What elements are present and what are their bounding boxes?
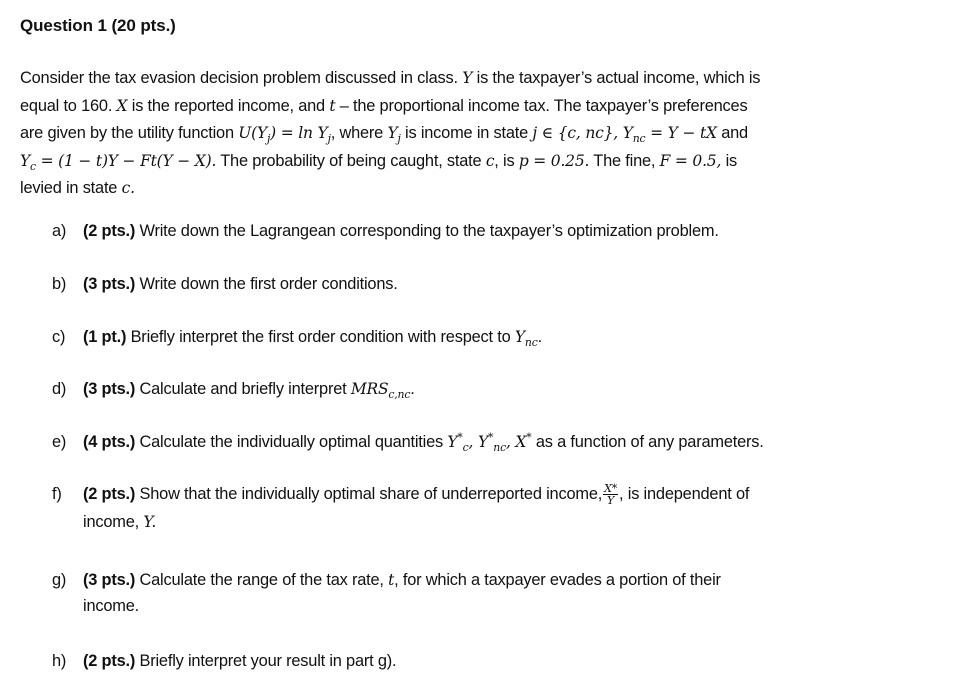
math-text: Y bbox=[387, 124, 398, 142]
math-Y: Y bbox=[462, 69, 473, 87]
question-b bbox=[52, 275, 398, 294]
question-text: Write down the Lagrangean corresponding to the taxpayer’s optimization problem. bbox=[139, 222, 719, 240]
math-sub: nc bbox=[524, 336, 538, 350]
question-text: Write down the first order conditions. bbox=[139, 275, 398, 293]
question-text: Calculate the individually optimal quantities bbox=[139, 433, 444, 451]
math-text: Y bbox=[478, 433, 489, 451]
question-text: Briefly interpret your result in part g). bbox=[139, 652, 397, 670]
question-g bbox=[52, 571, 721, 616]
question-continuation: income. bbox=[83, 597, 139, 615]
question-text: as a function of any parameters. bbox=[535, 433, 764, 451]
math-sub: nc bbox=[632, 132, 646, 146]
math-text: ) = ln Y bbox=[270, 124, 328, 142]
math-Ync bbox=[514, 328, 538, 350]
math-p: p = 0.25. bbox=[518, 151, 590, 170]
math-text: j ∈ {c, nc}, Y bbox=[532, 124, 633, 142]
math-sub: j bbox=[397, 132, 401, 146]
question-text: . bbox=[410, 380, 415, 398]
statement-text: The fine, bbox=[593, 151, 656, 170]
question-points: (4 pts.) bbox=[83, 433, 136, 451]
question-text: , for which a taxpayer evades a portion of their bbox=[394, 571, 721, 589]
question-label: b) bbox=[52, 275, 67, 293]
math-t: t bbox=[329, 96, 336, 115]
question-title: Question 1 (20 pts.) bbox=[20, 16, 176, 35]
question-label: h) bbox=[52, 652, 67, 670]
math-X: X bbox=[116, 96, 128, 115]
statement-text: – the proportional income tax. The taxpayer’s preferences bbox=[339, 96, 748, 115]
math-c: c. bbox=[121, 179, 135, 197]
question-c bbox=[52, 328, 542, 350]
math-sub: c,nc bbox=[388, 388, 411, 402]
math-text: Y bbox=[514, 328, 525, 346]
math-Yc-equation bbox=[20, 151, 217, 173]
question-a bbox=[52, 222, 719, 241]
question-f: f) (2 pts.) Show that the individually optimal share of underreported income, $\frac{X*}{Y}$ , is independent of income, Y. bbox=[52, 482, 750, 531]
statement-line-5 bbox=[20, 176, 940, 204]
question-text: is independent of bbox=[627, 484, 750, 503]
question-points: (3 pts.) bbox=[83, 571, 136, 589]
question-label: e) bbox=[52, 433, 67, 451]
problem-statement bbox=[20, 66, 940, 204]
math-sup: * bbox=[457, 430, 463, 444]
statement-text: , is bbox=[494, 151, 515, 170]
question-points: (1 pt.) bbox=[83, 328, 127, 346]
math-sup: * bbox=[526, 430, 532, 444]
question-label: c) bbox=[52, 328, 66, 346]
statement-text: , where bbox=[330, 124, 384, 142]
question-text: Briefly interpret the first order condition with respect to bbox=[130, 328, 511, 346]
question-points: (3 pts.) bbox=[83, 275, 136, 293]
statement-text: The probability of being caught, state bbox=[220, 151, 482, 170]
math-Yj bbox=[387, 124, 401, 146]
question-points: (3 pts.) bbox=[83, 380, 136, 398]
share-fraction bbox=[603, 483, 618, 506]
question-points: (2 pts.) bbox=[83, 222, 136, 240]
fraction-numerator: X* bbox=[604, 482, 618, 495]
statement-text: levied in state bbox=[20, 179, 118, 197]
math-text: MRS bbox=[350, 380, 389, 398]
statement-text: Consider the tax evasion decision problem discussed in class. bbox=[20, 69, 458, 87]
question-h bbox=[52, 652, 396, 671]
statement-line-2 bbox=[20, 94, 940, 122]
question-label: g) bbox=[52, 571, 67, 589]
question-label: f) bbox=[52, 484, 62, 503]
question-text: Calculate and briefly interpret bbox=[139, 380, 347, 398]
statement-text: and bbox=[721, 124, 748, 142]
math-sub: j bbox=[267, 132, 271, 146]
math-F: F = 0.5, bbox=[659, 151, 722, 170]
math-sup: * bbox=[488, 430, 494, 444]
math-sub: nc bbox=[493, 441, 506, 455]
statement-text: is income in state bbox=[405, 124, 529, 142]
statement-text: equal to 160. bbox=[20, 96, 113, 115]
question-points: (2 pts.) bbox=[83, 652, 136, 670]
math-sub: c bbox=[462, 441, 469, 455]
state-set-math bbox=[532, 124, 717, 146]
fraction-denominator: Y bbox=[607, 494, 615, 507]
math-sub: c bbox=[30, 159, 36, 173]
math-text: U(Y bbox=[238, 124, 267, 142]
math-sub: j bbox=[327, 132, 331, 146]
statement-line-3 bbox=[20, 121, 940, 149]
statement-text: is the reported income, and bbox=[131, 96, 325, 115]
math-text: = Y − tX bbox=[650, 124, 717, 142]
question-text: Calculate the range of the tax rate, bbox=[139, 571, 384, 589]
math-text: Y bbox=[447, 433, 458, 451]
question-e bbox=[52, 430, 764, 455]
question-label: d) bbox=[52, 380, 67, 398]
question-text: . bbox=[537, 328, 542, 346]
utility-function bbox=[238, 124, 331, 146]
math-Y: Y. bbox=[143, 513, 157, 531]
statement-line-4 bbox=[20, 149, 940, 177]
statement-line-1 bbox=[20, 66, 940, 94]
question-text: Show that the individually optimal share of underreported income, bbox=[139, 484, 603, 503]
statement-text: is the taxpayer’s actual income, which is bbox=[476, 69, 761, 87]
question-d bbox=[52, 380, 415, 402]
math-text: X bbox=[515, 433, 527, 451]
math-text: Y bbox=[20, 151, 31, 170]
math-MRS bbox=[350, 380, 411, 402]
question-continuation bbox=[83, 513, 749, 532]
statement-text: is bbox=[725, 151, 737, 170]
optimal-quantities-math: $Y^*_c$, $Y^*_{nc}$, X* bbox=[447, 430, 532, 455]
question-points: (2 pts.) bbox=[83, 484, 136, 503]
math-text: = (1 − t)Y − Ft(Y − X). bbox=[40, 151, 217, 170]
math-c: c bbox=[485, 151, 495, 170]
statement-text: are given by the utility function bbox=[20, 124, 234, 142]
question-label: a) bbox=[52, 222, 67, 240]
math-t: t bbox=[388, 571, 395, 589]
question-text: income, bbox=[83, 513, 139, 531]
